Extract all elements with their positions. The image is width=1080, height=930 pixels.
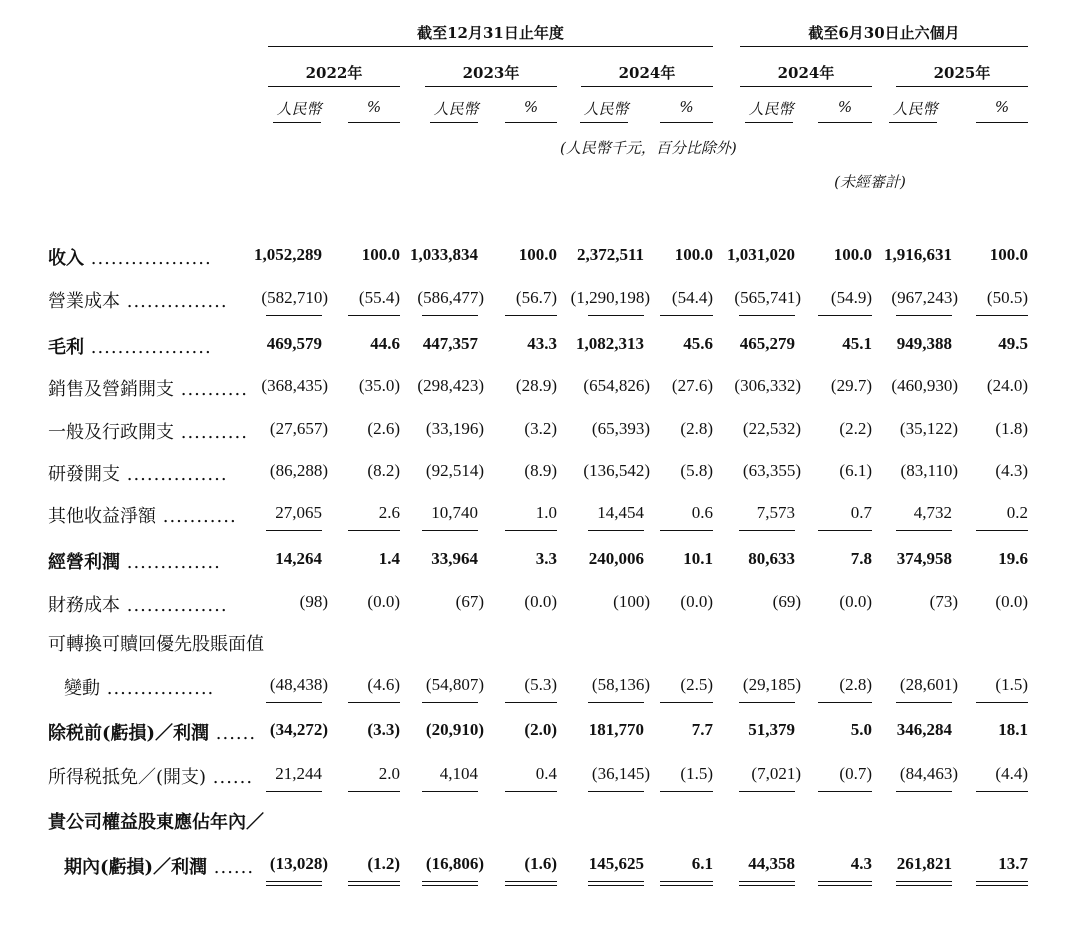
amount-cell: (83,110) — [900, 461, 958, 480]
amount-cell: (35,122) — [899, 419, 958, 438]
percent-cell: (35.0) — [358, 376, 400, 395]
amount-cell: 261,821 — [896, 854, 952, 873]
percent-cell: (54.9) — [830, 288, 872, 307]
amount-cell: 1,033,834 — [410, 245, 478, 264]
row-label-text: 經營利潤 — [48, 552, 120, 573]
amount-cell: 4,732 — [913, 503, 952, 522]
amount-cell: (73) — [929, 592, 958, 611]
percent-cell: (28.9) — [515, 376, 557, 395]
rmb-subheader: 人民幣 — [748, 100, 794, 118]
row-label — [48, 548, 221, 574]
year-header-2023: 2023年 — [462, 64, 520, 82]
amount-cell: 27,065 — [275, 503, 322, 522]
rmb-subheader: 人民幣 — [583, 100, 629, 118]
row-label — [48, 287, 228, 313]
amount-cell: (63,355) — [742, 461, 801, 480]
cell-underline — [739, 315, 795, 316]
row-label — [48, 418, 248, 444]
percent-cell: (0.0) — [839, 592, 872, 611]
cell-underline — [660, 315, 713, 316]
row-label-text: 財務成本 — [48, 595, 120, 616]
cell-double-underline — [348, 881, 400, 886]
leader-dots: ............... — [120, 464, 228, 485]
percent-cell: (56.7) — [515, 288, 557, 307]
leader-dots: .......... — [174, 379, 248, 400]
cell-underline — [896, 530, 952, 531]
amount-cell: 10,740 — [431, 503, 478, 522]
percent-cell: 43.3 — [527, 334, 557, 353]
percent-cell: (5.8) — [680, 461, 713, 480]
cell-underline — [896, 702, 952, 703]
pct-subheader: % — [837, 98, 853, 116]
cell-underline — [348, 702, 400, 703]
amount-cell: (654,826) — [583, 376, 650, 395]
row-label — [64, 674, 214, 700]
amount-cell: (7,021) — [751, 764, 801, 783]
year-rule — [740, 86, 872, 87]
leader-dots: ...... — [207, 857, 255, 878]
amount-cell: 465,279 — [739, 334, 795, 353]
amount-cell: (368,435) — [261, 376, 328, 395]
year-header-2022: 2022年 — [305, 64, 363, 82]
rmb-subheader: 人民幣 — [892, 100, 938, 118]
percent-cell: 1.0 — [535, 503, 557, 522]
row-label — [48, 591, 228, 617]
leader-dots: .................. — [84, 248, 212, 269]
amount-cell: 145,625 — [588, 854, 644, 873]
amount-cell: (48,438) — [269, 675, 328, 694]
amount-cell: (29,185) — [742, 675, 801, 694]
amount-cell: 447,357 — [422, 334, 478, 353]
cell-double-underline — [660, 881, 713, 886]
row-label-text: 收入 — [48, 248, 84, 269]
cell-double-underline — [896, 881, 952, 886]
cell-double-underline — [505, 881, 557, 886]
amount-cell: (98) — [299, 592, 328, 611]
row-label — [48, 630, 264, 656]
year-rule — [896, 86, 1028, 87]
amount-cell: (1,290,198) — [570, 288, 650, 307]
amount-cell: (84,463) — [899, 764, 958, 783]
percent-cell: 6.1 — [691, 854, 713, 873]
row-label — [48, 375, 248, 401]
subheader-rule — [818, 122, 872, 123]
amount-cell: (69) — [772, 592, 801, 611]
row-label-text: 研發開支 — [48, 464, 120, 485]
amount-cell: (58,136) — [591, 675, 650, 694]
cell-underline — [818, 530, 872, 531]
cell-underline — [739, 702, 795, 703]
six-month-group-title: 截至6月30日止六個月 — [808, 24, 960, 42]
percent-cell: 100.0 — [518, 245, 557, 264]
amount-cell: 1,082,313 — [576, 334, 644, 353]
subheader-rule — [430, 122, 478, 123]
leader-dots: .................. — [84, 337, 212, 358]
percent-cell: 7.8 — [850, 549, 872, 568]
cell-underline — [976, 315, 1028, 316]
cell-underline — [505, 315, 557, 316]
percent-cell: 18.1 — [998, 720, 1028, 739]
percent-cell: (8.9) — [524, 461, 557, 480]
percent-cell: (1.5) — [680, 764, 713, 783]
cell-underline — [505, 791, 557, 792]
row-label — [48, 763, 253, 789]
cell-double-underline — [739, 881, 795, 886]
cell-underline — [818, 702, 872, 703]
amount-cell: 7,573 — [756, 503, 795, 522]
pct-subheader: % — [994, 98, 1010, 116]
percent-cell: (24.0) — [986, 376, 1028, 395]
subheader-rule — [889, 122, 937, 123]
cell-underline — [266, 315, 322, 316]
percent-cell: 1.4 — [378, 549, 400, 568]
year-header-2024-h1: 2024年 — [777, 64, 835, 82]
amount-cell: (67) — [455, 592, 484, 611]
percent-cell: 100.0 — [989, 245, 1028, 264]
cell-underline — [348, 791, 400, 792]
row-label-text: 毛利 — [48, 337, 84, 358]
percent-cell: 45.6 — [683, 334, 713, 353]
cell-underline — [818, 791, 872, 792]
amount-cell: 21,244 — [275, 764, 322, 783]
cell-underline — [976, 530, 1028, 531]
cell-underline — [348, 530, 400, 531]
percent-cell: 100.0 — [361, 245, 400, 264]
amount-cell: 346,284 — [896, 720, 952, 739]
cell-underline — [818, 315, 872, 316]
year-header-2025-h1: 2025年 — [933, 64, 991, 82]
percent-cell: (54.4) — [671, 288, 713, 307]
cell-underline — [739, 791, 795, 792]
percent-cell: (8.2) — [367, 461, 400, 480]
percent-cell: 2.0 — [378, 764, 400, 783]
amount-cell: (565,741) — [734, 288, 801, 307]
amount-cell: (34,272) — [269, 720, 328, 739]
cell-underline — [739, 530, 795, 531]
amount-cell: (65,393) — [591, 419, 650, 438]
amount-cell: (86,288) — [269, 461, 328, 480]
cell-double-underline — [818, 881, 872, 886]
row-label-text: 銷售及營銷開支 — [48, 379, 174, 400]
cell-underline — [660, 791, 713, 792]
percent-cell: 19.6 — [998, 549, 1028, 568]
cell-underline — [588, 530, 644, 531]
row-label-text: 變動 — [64, 678, 100, 699]
row-label-text: 營業成本 — [48, 291, 120, 312]
percent-cell: 4.3 — [850, 854, 872, 873]
rmb-subheader: 人民幣 — [276, 100, 322, 118]
percent-cell: (4.3) — [995, 461, 1028, 480]
cell-underline — [505, 530, 557, 531]
cell-double-underline — [976, 881, 1028, 886]
percent-cell: (0.0) — [524, 592, 557, 611]
subheader-rule — [976, 122, 1028, 123]
amount-cell: (36,145) — [591, 764, 650, 783]
amount-cell: 44,358 — [748, 854, 795, 873]
amount-cell: (13,028) — [269, 854, 328, 873]
percent-cell: (2.6) — [367, 419, 400, 438]
percent-cell: (50.5) — [986, 288, 1028, 307]
row-label-text: 所得税抵免／(開支) — [48, 767, 207, 788]
leader-dots: ............... — [120, 595, 228, 616]
leader-dots: ................ — [100, 678, 215, 699]
row-label — [48, 460, 228, 486]
percent-cell: (1.8) — [995, 419, 1028, 438]
amount-cell: 80,633 — [748, 549, 795, 568]
cell-underline — [976, 791, 1028, 792]
year-rule — [268, 86, 400, 87]
cell-underline — [660, 530, 713, 531]
amount-cell: (27,657) — [269, 419, 328, 438]
unaudited-note: (未經審計) — [834, 173, 906, 191]
amount-cell: 14,264 — [275, 549, 322, 568]
leader-dots: .............. — [120, 552, 221, 573]
amount-cell: (22,532) — [742, 419, 801, 438]
cell-underline — [348, 315, 400, 316]
cell-double-underline — [588, 881, 644, 886]
leader-dots: ........... — [156, 506, 237, 527]
row-label-text: 可轉換可贖回優先股賬面值 — [48, 634, 264, 655]
cell-underline — [422, 315, 478, 316]
percent-cell: (2.2) — [839, 419, 872, 438]
row-label — [48, 502, 237, 528]
percent-cell: (0.0) — [367, 592, 400, 611]
percent-cell: (1.2) — [367, 854, 400, 873]
percent-cell: (4.6) — [367, 675, 400, 694]
year-header-2024: 2024年 — [618, 64, 676, 82]
amount-cell: 240,006 — [588, 549, 644, 568]
amount-cell: (586,477) — [417, 288, 484, 307]
percent-cell: 100.0 — [674, 245, 713, 264]
cell-underline — [266, 791, 322, 792]
pct-subheader: % — [523, 98, 539, 116]
row-label — [64, 853, 254, 879]
amount-cell: (298,423) — [417, 376, 484, 395]
six-month-group-rule — [740, 46, 1028, 47]
percent-cell: (1.6) — [524, 854, 557, 873]
amount-cell: 4,104 — [439, 764, 478, 783]
cell-underline — [505, 702, 557, 703]
pct-subheader: % — [679, 98, 694, 116]
percent-cell: 100.0 — [833, 245, 872, 264]
cell-underline — [660, 702, 713, 703]
cell-underline — [422, 702, 478, 703]
annual-group-rule — [268, 46, 713, 47]
percent-cell: 7.7 — [691, 720, 713, 739]
row-label-text: 期內(虧損)／利潤 — [64, 857, 208, 878]
percent-cell: (27.6) — [671, 376, 713, 395]
percent-cell: 44.6 — [370, 334, 400, 353]
percent-cell: (2.8) — [839, 675, 872, 694]
percent-cell: (4.4) — [995, 764, 1028, 783]
amount-cell: 51,379 — [748, 720, 795, 739]
amount-cell: 1,052,289 — [254, 245, 322, 264]
annual-group-title: 截至12月31日止年度 — [417, 24, 564, 42]
amount-cell: (100) — [613, 592, 650, 611]
amount-cell: 469,579 — [266, 334, 322, 353]
amount-cell: (33,196) — [425, 419, 484, 438]
subheader-rule — [660, 122, 713, 123]
amount-cell: (28,601) — [899, 675, 958, 694]
amount-cell: (54,807) — [425, 675, 484, 694]
amount-cell: (306,332) — [734, 376, 801, 395]
percent-cell: 3.3 — [535, 549, 557, 568]
percent-cell: (6.1) — [839, 461, 872, 480]
cell-double-underline — [422, 881, 478, 886]
cell-underline — [422, 791, 478, 792]
amount-cell: 181,770 — [588, 720, 644, 739]
row-label — [48, 333, 212, 359]
cell-underline — [896, 315, 952, 316]
amount-cell: 33,964 — [431, 549, 478, 568]
percent-cell: (3.2) — [524, 419, 557, 438]
leader-dots: ............... — [120, 291, 228, 312]
percent-cell: (0.7) — [839, 764, 872, 783]
amount-cell: (582,710) — [261, 288, 328, 307]
cell-underline — [266, 702, 322, 703]
percent-cell: (0.0) — [995, 592, 1028, 611]
year-rule — [581, 86, 713, 87]
row-label-text: 除税前(虧損)／利潤 — [48, 723, 210, 744]
amount-cell: 14,454 — [597, 503, 644, 522]
percent-cell: 0.7 — [850, 503, 872, 522]
cell-underline — [588, 791, 644, 792]
row-label — [48, 719, 256, 745]
cell-underline — [588, 315, 644, 316]
row-label — [48, 808, 264, 834]
row-label-text: 貴公司權益股東應佔年內／ — [48, 812, 264, 833]
amount-cell: 1,031,020 — [727, 245, 795, 264]
percent-cell: (2.0) — [524, 720, 557, 739]
percent-cell: (2.8) — [680, 419, 713, 438]
percent-cell: (1.5) — [995, 675, 1028, 694]
amount-cell: (460,930) — [891, 376, 958, 395]
percent-cell: (2.5) — [680, 675, 713, 694]
subheader-rule — [505, 122, 557, 123]
percent-cell: (3.3) — [367, 720, 400, 739]
amount-cell: 2,372,511 — [576, 245, 644, 264]
percent-cell: (29.7) — [830, 376, 872, 395]
percent-cell: 13.7 — [998, 854, 1028, 873]
percent-cell: 0.6 — [691, 503, 713, 522]
amount-cell: (92,514) — [425, 461, 484, 480]
percent-cell: 49.5 — [998, 334, 1028, 353]
amount-cell: (20,910) — [425, 720, 484, 739]
amount-cell: 949,388 — [896, 334, 952, 353]
year-rule — [425, 86, 557, 87]
percent-cell: 0.2 — [1006, 503, 1028, 522]
cell-underline — [588, 702, 644, 703]
cell-underline — [266, 530, 322, 531]
subheader-rule — [348, 122, 400, 123]
amount-cell: (136,542) — [583, 461, 650, 480]
row-label — [48, 244, 212, 270]
cell-underline — [896, 791, 952, 792]
subheader-rule — [273, 122, 321, 123]
percent-cell: (55.4) — [358, 288, 400, 307]
amount-cell: (16,806) — [425, 854, 484, 873]
row-label-text: 其他收益淨額 — [48, 506, 156, 527]
cell-underline — [422, 530, 478, 531]
percent-cell: 10.1 — [683, 549, 713, 568]
leader-dots: .......... — [174, 422, 248, 443]
amount-cell: 374,958 — [896, 549, 952, 568]
percent-cell: (0.0) — [680, 592, 713, 611]
subheader-rule — [580, 122, 628, 123]
percent-cell: (5.3) — [524, 675, 557, 694]
leader-dots: ...... — [209, 723, 257, 744]
leader-dots: ...... — [206, 767, 254, 788]
amount-cell: 1,916,631 — [884, 245, 952, 264]
percent-cell: 45.1 — [842, 334, 872, 353]
cell-double-underline — [266, 881, 322, 886]
rmb-subheader: 人民幣 — [433, 100, 479, 118]
cell-underline — [976, 702, 1028, 703]
unit-note: (人民幣千元，百分比除外) — [560, 139, 737, 157]
pct-subheader: % — [366, 98, 382, 116]
percent-cell: 5.0 — [850, 720, 872, 739]
percent-cell: 2.6 — [378, 503, 400, 522]
amount-cell: (967,243) — [891, 288, 958, 307]
row-label-text: 一般及行政開支 — [48, 422, 174, 443]
percent-cell: 0.4 — [535, 764, 557, 783]
subheader-rule — [745, 122, 793, 123]
